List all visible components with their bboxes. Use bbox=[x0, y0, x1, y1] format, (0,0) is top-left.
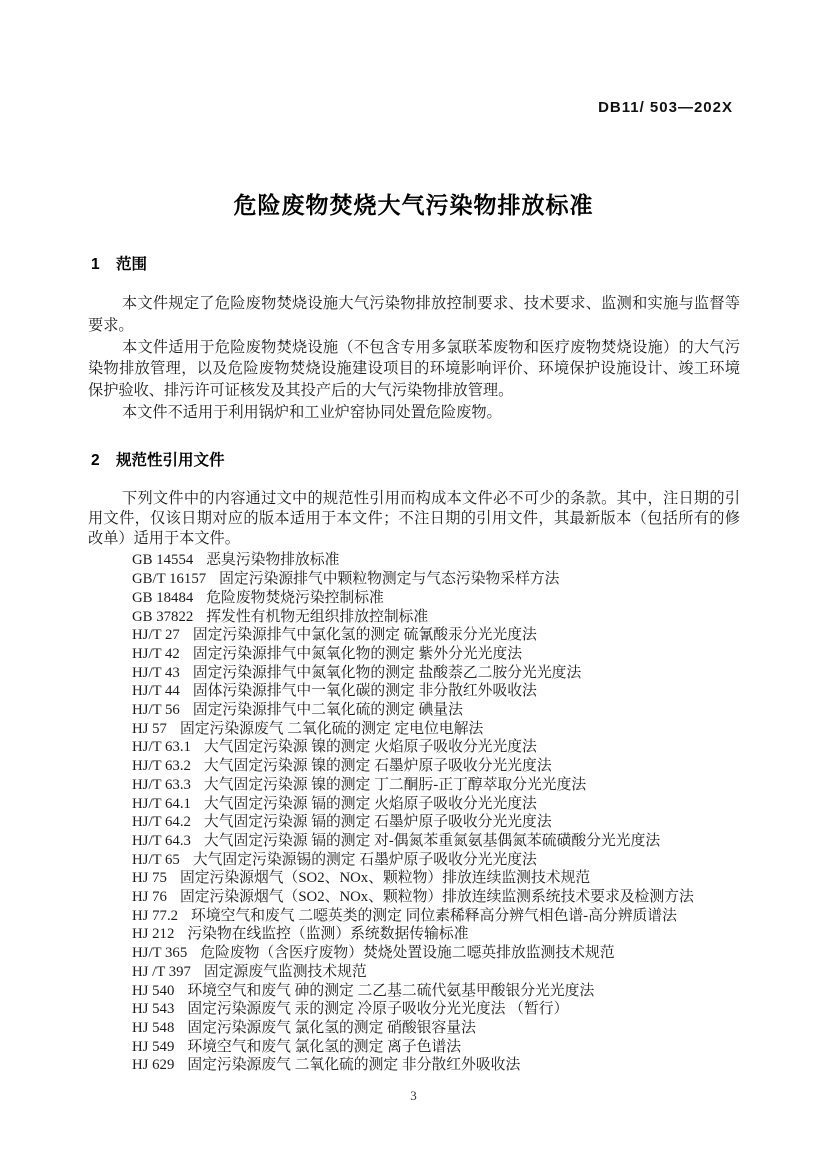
reference-code: HJ 543 bbox=[132, 1001, 175, 1018]
reference-item bbox=[132, 664, 740, 683]
reference-title: 固定污染源废气 汞的测定 冷原子吸收分光光度法 （暂行） bbox=[187, 1001, 569, 1018]
reference-item bbox=[132, 682, 740, 701]
reference-item bbox=[132, 851, 740, 870]
reference-item bbox=[132, 720, 740, 739]
reference-code: HJ 548 bbox=[132, 1019, 175, 1036]
document-title: 危险废物焚烧大气污染物排放标准 bbox=[233, 192, 594, 219]
reference-item bbox=[132, 738, 740, 757]
section-scope bbox=[88, 252, 740, 424]
section-number: 2 bbox=[91, 452, 100, 469]
section-number: 1 bbox=[91, 256, 100, 273]
paragraph: 本文件不适用于利用锅炉和工业炉窑协同处置危险废物。 bbox=[122, 403, 502, 421]
reference-code: HJ 212 bbox=[132, 926, 175, 943]
reference-title: 固定污染源废气 二氧化硫的测定 非分散红外吸收法 bbox=[187, 1057, 521, 1074]
reference-item bbox=[132, 795, 740, 814]
reference-code: HJ/T 65 bbox=[132, 851, 180, 868]
reference-code: HJ/T 27 bbox=[132, 627, 180, 644]
reference-item bbox=[132, 645, 740, 664]
section-normative-references bbox=[88, 448, 740, 1075]
reference-title: 恶臭污染物排放标准 bbox=[206, 552, 340, 569]
section-heading-text: 规范性引用文件 bbox=[115, 452, 225, 469]
reference-item bbox=[132, 813, 740, 832]
reference-title: 大气固定污染源 镉的测定 石墨炉原子吸收分光光度法 bbox=[203, 814, 552, 831]
reference-item bbox=[132, 589, 740, 608]
reference-title: 固定污染源烟气（SO2、NOx、颗粒物）排放连续监测系统技术要求及检测方法 bbox=[179, 889, 694, 906]
reference-code: HJ/T 64.3 bbox=[132, 832, 191, 849]
reference-title: 固定源废气监测技术规范 bbox=[203, 963, 367, 980]
reference-item bbox=[132, 776, 740, 795]
reference-title: 危险废物焚烧污染控制标准 bbox=[206, 589, 384, 606]
reference-item bbox=[132, 907, 740, 926]
reference-item bbox=[132, 701, 740, 720]
reference-title: 大气固定污染源锡的测定 石墨炉原子吸收分光光度法 bbox=[192, 851, 537, 868]
reference-code: HJ 57 bbox=[132, 720, 167, 737]
reference-title: 环境空气和废气 氯化氢的测定 离子色谱法 bbox=[187, 1038, 462, 1055]
paragraph: 下列文件中的内容通过文中的规范性引用而构成本文件必不可少的条款。其中，注日期的引用文件，仅该日期对应的版本适用于本文件；不注日期的引用文件，其最新版本（包括所有的修改单）适用于本文件。 bbox=[88, 490, 740, 547]
reference-title: 固定污染源废气 氯化氢的测定 硝酸银容量法 bbox=[187, 1019, 476, 1036]
document-number: DB11/ 503—202X bbox=[598, 99, 733, 116]
reference-title: 大气固定污染源 镉的测定 对-偶氮苯重氮氨基偶氮苯硫磺酸分光光度法 bbox=[203, 832, 661, 849]
reference-item bbox=[132, 963, 740, 982]
reference-item bbox=[132, 1056, 740, 1075]
reference-title: 固定污染源排气中氮氧化物的测定 紫外分光光度法 bbox=[192, 645, 523, 662]
reference-item bbox=[132, 1000, 740, 1019]
reference-code: HJ/T 42 bbox=[132, 645, 180, 662]
reference-item bbox=[132, 832, 740, 851]
reference-item bbox=[132, 869, 740, 888]
reference-title: 大气固定污染源 镍的测定 石墨炉原子吸收分光光度法 bbox=[203, 758, 552, 775]
reference-title: 大气固定污染源 镍的测定 丁二酮肟-正丁醇萃取分光光度法 bbox=[203, 776, 587, 793]
reference-item bbox=[132, 1019, 740, 1038]
reference-item bbox=[132, 757, 740, 776]
reference-code: HJ/T 64.2 bbox=[132, 814, 191, 831]
reference-item bbox=[132, 1038, 740, 1057]
reference-code: HJ/T 44 bbox=[132, 683, 180, 700]
reference-item bbox=[132, 925, 740, 944]
reference-title: 危险废物（含医疗废物）焚烧处置设施二噁英排放监测技术规范 bbox=[200, 945, 615, 962]
reference-list bbox=[88, 551, 740, 1075]
reference-title: 挥发性有机物无组织排放控制标准 bbox=[206, 608, 429, 625]
reference-item bbox=[132, 982, 740, 1001]
reference-code: HJ 75 bbox=[132, 870, 167, 887]
section-heading-text: 范围 bbox=[115, 256, 147, 273]
reference-code: HJ/T 63.2 bbox=[132, 758, 191, 775]
reference-title: 固定污染源排气中颗粒物测定与气态污染物采样方法 bbox=[219, 571, 560, 588]
page-number: 3 bbox=[410, 1088, 417, 1103]
reference-title: 大气固定污染源 镉的测定 火焰原子吸收分光光度法 bbox=[203, 795, 537, 812]
reference-code: GB/T 16157 bbox=[132, 571, 207, 588]
reference-title: 固定污染源排气中氮氧化物的测定 盐酸萘乙二胺分光光度法 bbox=[192, 664, 582, 681]
reference-title: 固定污染源排气中二氧化硫的测定 碘量法 bbox=[192, 702, 463, 719]
reference-code: HJ/T 43 bbox=[132, 664, 180, 681]
reference-code: HJ 77.2 bbox=[132, 907, 179, 924]
reference-code: HJ/T 63.1 bbox=[132, 739, 191, 756]
reference-item bbox=[132, 626, 740, 645]
reference-code: HJ/T 56 bbox=[132, 702, 180, 719]
reference-item bbox=[132, 944, 740, 963]
paragraph: 本文件规定了危险废物焚烧设施大气污染物排放控制要求、技术要求、监测和实施与监督等要求。 bbox=[88, 295, 740, 334]
reference-title: 大气固定污染源 镍的测定 火焰原子吸收分光光度法 bbox=[203, 739, 537, 756]
reference-title: 固体污染源排气中一氧化碳的测定 非分散红外吸收法 bbox=[192, 683, 537, 700]
reference-code: HJ/T 365 bbox=[132, 945, 188, 962]
reference-title: 污染物在线监控（监测）系统数据传输标准 bbox=[187, 926, 469, 943]
reference-item bbox=[132, 570, 740, 589]
reference-title: 固定污染源废气 二氧化硫的测定 定电位电解法 bbox=[179, 720, 484, 737]
section-references-heading bbox=[91, 448, 740, 470]
reference-item bbox=[132, 551, 740, 570]
reference-title: 固定污染源烟气（SO2、NOx、颗粒物）排放连续监测技术规范 bbox=[179, 870, 591, 887]
reference-code: HJ 629 bbox=[132, 1057, 175, 1074]
reference-item bbox=[132, 608, 740, 627]
reference-code: HJ /T 397 bbox=[132, 963, 191, 980]
reference-code: GB 14554 bbox=[132, 552, 194, 569]
reference-code: HJ/T 64.1 bbox=[132, 795, 191, 812]
reference-code: HJ 76 bbox=[132, 889, 167, 906]
reference-title: 环境空气和废气 二噁英类的测定 同位素稀释高分辨气相色谱-高分辨质谱法 bbox=[191, 907, 677, 924]
reference-code: GB 37822 bbox=[132, 608, 194, 625]
reference-code: HJ/T 63.3 bbox=[132, 776, 191, 793]
reference-code: GB 18484 bbox=[132, 589, 194, 606]
paragraph: 本文件适用于危险废物焚烧设施（不包含专用多氯联苯废物和医疗废物焚烧设施）的大气污染物排放管理，以及危险废物焚烧设施建设项目的环境影响评价、环境保护设施设计、竣工环境保护验收、排污许可证核发及其投产后的大气污染物排放管理。 bbox=[88, 338, 740, 400]
reference-code: HJ 540 bbox=[132, 982, 175, 999]
reference-title: 固定污染源排气中氯化氢的测定 硫氰酸汞分光光度法 bbox=[192, 627, 537, 644]
reference-title: 环境空气和废气 砷的测定 二乙基二硫代氨基甲酸银分光光度法 bbox=[187, 982, 595, 999]
reference-item bbox=[132, 888, 740, 907]
reference-code: HJ 549 bbox=[132, 1038, 175, 1055]
section-scope-heading bbox=[91, 252, 740, 274]
